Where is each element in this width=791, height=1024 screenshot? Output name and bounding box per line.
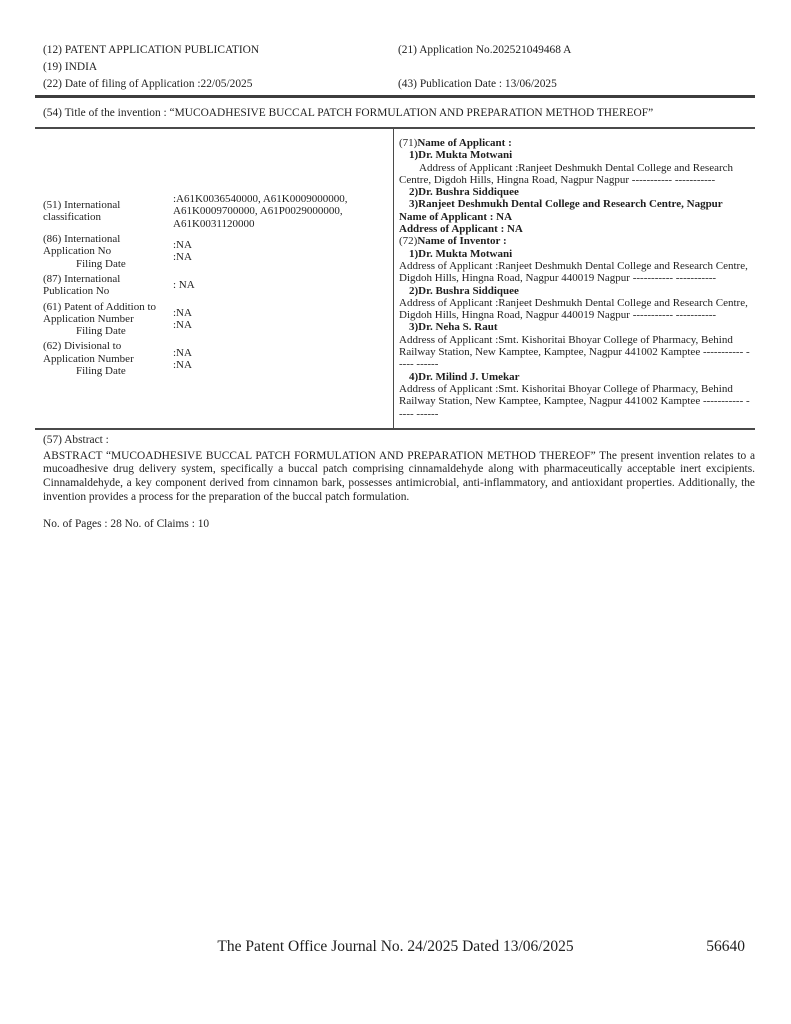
inventor-4-address: Address of Applicant :Smt. Kishoritai Bhoyar College of Pharmacy, Behind Railway Station, New Kamptee, Kamptee, Nagpur 441002 Kamptee ----------- ----- ------ [399,382,750,420]
inventor-1-address: Address of Applicant :Ranjeet Deshmukh Dental College and Research Centre, Digdoh Hills, Hingna Road, Nagpur 440019 Nagpur ----------- ----------- [399,259,748,285]
field-62-divisional [43,340,387,377]
field-61-patent-of-addition [43,301,387,338]
inventor-3-address: Address of Applicant :Smt. Kishoritai Bhoyar College of Pharmacy, Behind Railway Station, New Kamptee, Kamptee, Nagpur 441002 Kamptee ----------- ----- ------ [399,333,750,371]
application-number: (21) Application No.202521049468 A [398,44,572,56]
field-51-value: :A61K0036540000, A61K0009000000, A61K0009700000, A61P0029000000, A61K0031120000 [173,193,348,230]
header-row-2-spacer [393,61,755,73]
inventor-1-name: 1)Dr. Mukta Motwani [409,247,513,260]
inventor-section-heading [399,235,753,247]
journal-line: The Patent Office Journal No. 24/2025 Dated 13/06/2025 [217,938,574,955]
field-72-number: (72) [399,235,418,248]
pages-claims-line: No. of Pages : 28 No. of Claims : 10 [43,518,210,531]
country: (19) INDIA [43,61,98,73]
field-86-label: (86) International Application No Filing Date [43,232,126,270]
field-62-label: (62) Divisional to Application Number Filing Date [43,340,134,378]
field-61-value: :NA :NA [173,306,192,331]
header-row-2 [35,61,755,73]
applicant-section-heading [399,137,753,149]
applicant-2-name: 2)Dr. Bushra Siddiquee [409,186,519,199]
field-61-label: (61) Patent of Addition to Application Number Filing Date [43,300,157,338]
applicant-na-address: Address of Applicant : NA [399,223,523,236]
filing-date: (22) Date of filing of Application :22/05/2025 [43,78,253,90]
applicant-3-name: 3)Ranjeet Deshmukh Dental College and Research Centre, Nagpur [409,198,723,211]
invention-title: (54) Title of the invention : “MUCOADHESIVE BUCCAL PATCH FORMULATION AND PREPARATION METHOD THEREOF” [43,107,654,119]
applicant-na-name: Name of Applicant : NA [399,210,513,223]
field-87-label: (87) International Publication No [43,272,121,298]
applicant-heading-text: Name of Applicant : [417,137,512,149]
field-86-intl-application [43,233,387,270]
classification-column [35,129,393,428]
header-row-1 [35,44,755,56]
applicant-inventor-column [393,129,755,428]
abstract-label: (57) Abstract : [43,433,109,446]
publication-type: (12) PATENT APPLICATION PUBLICATION [43,44,260,56]
field-87-value: : NA [173,279,195,292]
page-content [35,0,755,530]
applicant-1-name: 1)Dr. Mukta Motwani [409,149,513,162]
page-footer [0,938,791,956]
inventor-2-name: 2)Dr. Bushra Siddiquee [409,284,519,297]
field-62-value: :NA :NA [173,346,192,371]
header-row-3 [35,78,755,90]
bibliographic-table [35,129,755,428]
field-71-number: (71) [399,137,418,149]
applicant-1-address: Address of Applicant :Ranjeet Deshmukh Dental College and Research Centre, Digdoh Hills, Hingna Road, Nagpur Nagpur ----------- ----------- [399,161,734,186]
inventor-heading-text: Name of Inventor : [417,235,507,248]
field-51-intl-classification [43,193,387,230]
field-87-intl-publication [43,273,387,298]
bibliographic-header [35,0,755,90]
journal-page-number: 56640 [706,938,745,955]
inventor-2-address: Address of Applicant :Ranjeet Deshmukh Dental College and Research Centre, Digdoh Hills, Hingna Road, Nagpur 440019 Nagpur ----------- ----------- [399,296,748,322]
abstract-section [35,430,755,504]
field-51-label: (51) International classification [43,199,121,224]
field-86-value: :NA :NA [173,239,192,264]
abstract-text: ABSTRACT “MUCOADHESIVE BUCCAL PATCH FORMULATION AND PREPARATION METHOD THEREOF” The present invention relates to a mucoadhesive drug delivery system, specifically a buccal patch comprising cinnamaldehyde along with pharmaceutically acceptable inert excipients. Cinnamaldehyde, a key component derived from cinnamon bark, possesses antimicrobial, anti-inflammatory, and antioxidant properties. Additionally, the invention provides a process for the preparation of the buccal patch formulation. [43,449,755,503]
inventor-3-name: 3)Dr. Neha S. Raut [409,321,498,334]
inventor-4-name: 4)Dr. Milind J. Umekar [409,370,520,383]
publication-date: (43) Publication Date : 13/06/2025 [398,78,557,90]
